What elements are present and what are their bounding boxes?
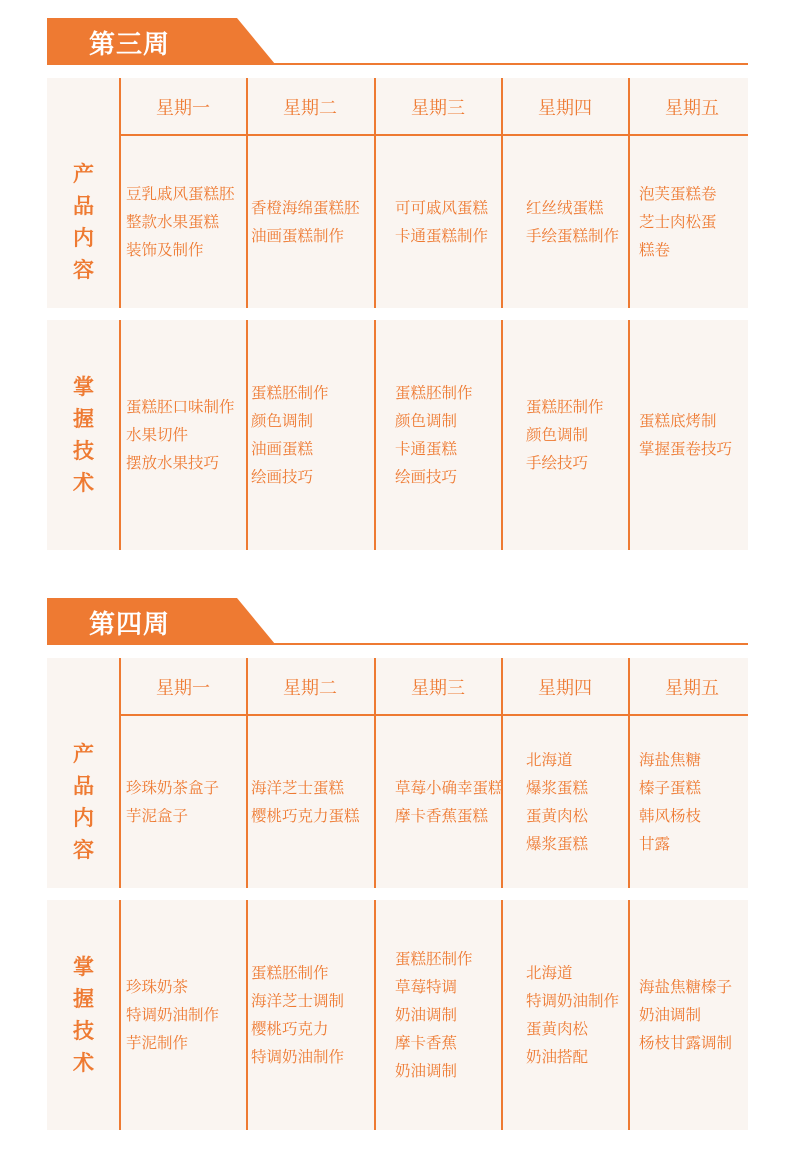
product-item: 整款水果蛋糕: [126, 212, 220, 231]
day-header: 星期一: [156, 677, 210, 699]
row-label-char: 术: [73, 1051, 94, 1075]
products-row-label: [47, 715, 120, 888]
skill-item: 摩卡香蕉: [395, 1034, 458, 1052]
day-header: 星期四: [538, 677, 592, 699]
skill-cell: [639, 900, 765, 1130]
product-cell: [395, 715, 521, 888]
product-item: 蛋黄肉松: [526, 806, 589, 825]
skill-item: 草莓特调: [395, 978, 458, 996]
skill-cell: [526, 900, 652, 1130]
product-item: 红丝绒蛋糕: [526, 198, 604, 217]
skill-item: 海洋芝士调制: [251, 992, 345, 1010]
product-item: 海洋芝士蛋糕: [251, 778, 345, 797]
product-cell: [639, 135, 765, 308]
product-item: 糕卷: [639, 240, 671, 259]
product-item: 可可戚风蛋糕: [395, 198, 489, 217]
product-cell: [395, 135, 521, 308]
week-title: 第四周: [89, 610, 171, 640]
skill-cell: [639, 320, 765, 550]
day-header: 星期一: [156, 97, 210, 119]
product-item: 北海道: [526, 750, 573, 769]
skill-item: 颜色调制: [526, 426, 589, 444]
skill-item: 珍珠奶茶: [126, 978, 189, 996]
row-label-char: 握: [73, 407, 94, 431]
row-label-char: 内: [73, 225, 94, 250]
skill-item: 手绘技巧: [526, 454, 589, 472]
day-header: 星期五: [665, 97, 719, 119]
skill-item: 蛋黄肉松: [526, 1020, 589, 1038]
week-header: [47, 18, 748, 66]
week-divider: [47, 63, 748, 65]
skill-item: 蛋糕胚制作: [526, 398, 604, 416]
product-item: 卡通蛋糕制作: [395, 226, 489, 245]
skill-item: 海盐焦糖榛子: [639, 978, 733, 996]
product-item: 手绘蛋糕制作: [526, 226, 620, 245]
skill-item: 奶油搭配: [526, 1048, 589, 1066]
product-cell: [251, 715, 377, 888]
product-item: 榛子蛋糕: [639, 778, 702, 797]
week-divider: [47, 643, 748, 645]
skill-cell: [526, 320, 652, 550]
product-item: 珍珠奶茶盒子: [126, 778, 220, 797]
product-item: 海盐焦糖: [639, 750, 702, 769]
row-label-char: 技: [73, 1019, 94, 1043]
product-item: 韩风杨枝: [639, 806, 702, 825]
skill-item: 水果切件: [126, 426, 189, 444]
week-header: [47, 598, 748, 646]
skill-item: 卡通蛋糕: [395, 440, 458, 458]
product-item: 芝士肉松蛋: [639, 212, 717, 231]
week-section: [47, 598, 748, 1130]
product-item: 油画蛋糕制作: [251, 226, 345, 245]
day-header: 星期四: [538, 97, 592, 119]
skill-cell: [395, 900, 521, 1130]
skill-cell: [395, 320, 521, 550]
day-header: 星期二: [283, 677, 337, 699]
product-item: 泡芙蛋糕卷: [639, 184, 717, 203]
skills-row-label: [47, 320, 120, 550]
product-item: 装饰及制作: [126, 240, 204, 259]
day-header: 星期二: [283, 97, 337, 119]
skill-item: 特调奶油制作: [126, 1006, 220, 1024]
skill-item: 蛋糕胚口味制作: [126, 398, 235, 416]
skill-item: 绘画技巧: [395, 468, 458, 486]
skill-item: 蛋糕胚制作: [251, 384, 329, 402]
column-divider: [119, 900, 121, 1130]
row-label-char: 容: [73, 837, 94, 862]
row-label-char: 品: [73, 193, 94, 218]
skill-item: 油画蛋糕: [251, 440, 314, 458]
skill-cell: [251, 320, 377, 550]
skill-cell: [126, 320, 252, 550]
skill-item: 蛋糕胚制作: [395, 384, 473, 402]
skill-item: 蛋糕胚制作: [251, 964, 329, 982]
skill-item: 蛋糕胚制作: [395, 950, 473, 968]
row-label-char: 握: [73, 987, 94, 1011]
product-item: 芋泥盒子: [126, 806, 189, 825]
week-section: [47, 18, 748, 550]
product-item: 豆乳戚风蛋糕胚: [126, 184, 235, 203]
row-label-char: 容: [73, 257, 94, 282]
row-label-char: 品: [73, 773, 94, 798]
skill-item: 杨枝甘露调制: [639, 1034, 733, 1052]
product-item: 摩卡香蕉蛋糕: [395, 806, 489, 825]
skill-item: 特调奶油制作: [251, 1048, 345, 1066]
product-cell: [251, 135, 377, 308]
row-label-char: 掌: [73, 955, 94, 979]
products-row-label: [47, 135, 120, 308]
product-cell: [639, 715, 765, 888]
skill-item: 蛋糕底烤制: [639, 412, 717, 430]
day-header: 星期五: [665, 677, 719, 699]
product-cell: [126, 135, 252, 308]
skill-item: 颜色调制: [251, 412, 314, 430]
skills-row-label: [47, 900, 120, 1130]
product-cell: [526, 135, 652, 308]
skill-item: 颜色调制: [395, 412, 458, 430]
skill-item: 奶油调制: [395, 1062, 458, 1080]
skills-block: [47, 320, 748, 550]
product-item: 香橙海绵蛋糕胚: [251, 198, 360, 217]
product-cell: [526, 715, 652, 888]
products-block: [47, 78, 748, 308]
skills-block: [47, 900, 748, 1130]
skill-item: 北海道: [526, 964, 573, 982]
skill-cell: [251, 900, 377, 1130]
skill-cell: [126, 900, 252, 1130]
skill-item: 摆放水果技巧: [126, 454, 220, 472]
products-block: [47, 658, 748, 888]
row-label-char: 产: [73, 741, 94, 766]
row-label-char: 掌: [73, 375, 94, 399]
skill-item: 绘画技巧: [251, 468, 314, 486]
skill-item: 芋泥制作: [126, 1034, 189, 1052]
product-item: 樱桃巧克力蛋糕: [251, 806, 360, 825]
row-label-char: 术: [73, 471, 94, 495]
product-item: 爆浆蛋糕: [526, 778, 589, 797]
skill-item: 樱桃巧克力: [251, 1020, 329, 1038]
skill-item: 奶油调制: [639, 1006, 702, 1024]
day-header: 星期三: [411, 677, 465, 699]
product-cell: [126, 715, 252, 888]
row-label-char: 产: [73, 161, 94, 186]
row-label-char: 内: [73, 805, 94, 830]
column-divider: [119, 320, 121, 550]
skill-item: 特调奶油制作: [526, 992, 620, 1010]
skill-item: 掌握蛋卷技巧: [639, 440, 733, 458]
row-label-char: 技: [73, 439, 94, 463]
week-title: 第三周: [89, 30, 171, 60]
product-item: 甘露: [639, 834, 671, 853]
skill-item: 奶油调制: [395, 1006, 458, 1024]
product-item: 草莓小确幸蛋糕: [395, 778, 504, 797]
product-item: 爆浆蛋糕: [526, 834, 589, 853]
day-header: 星期三: [411, 97, 465, 119]
